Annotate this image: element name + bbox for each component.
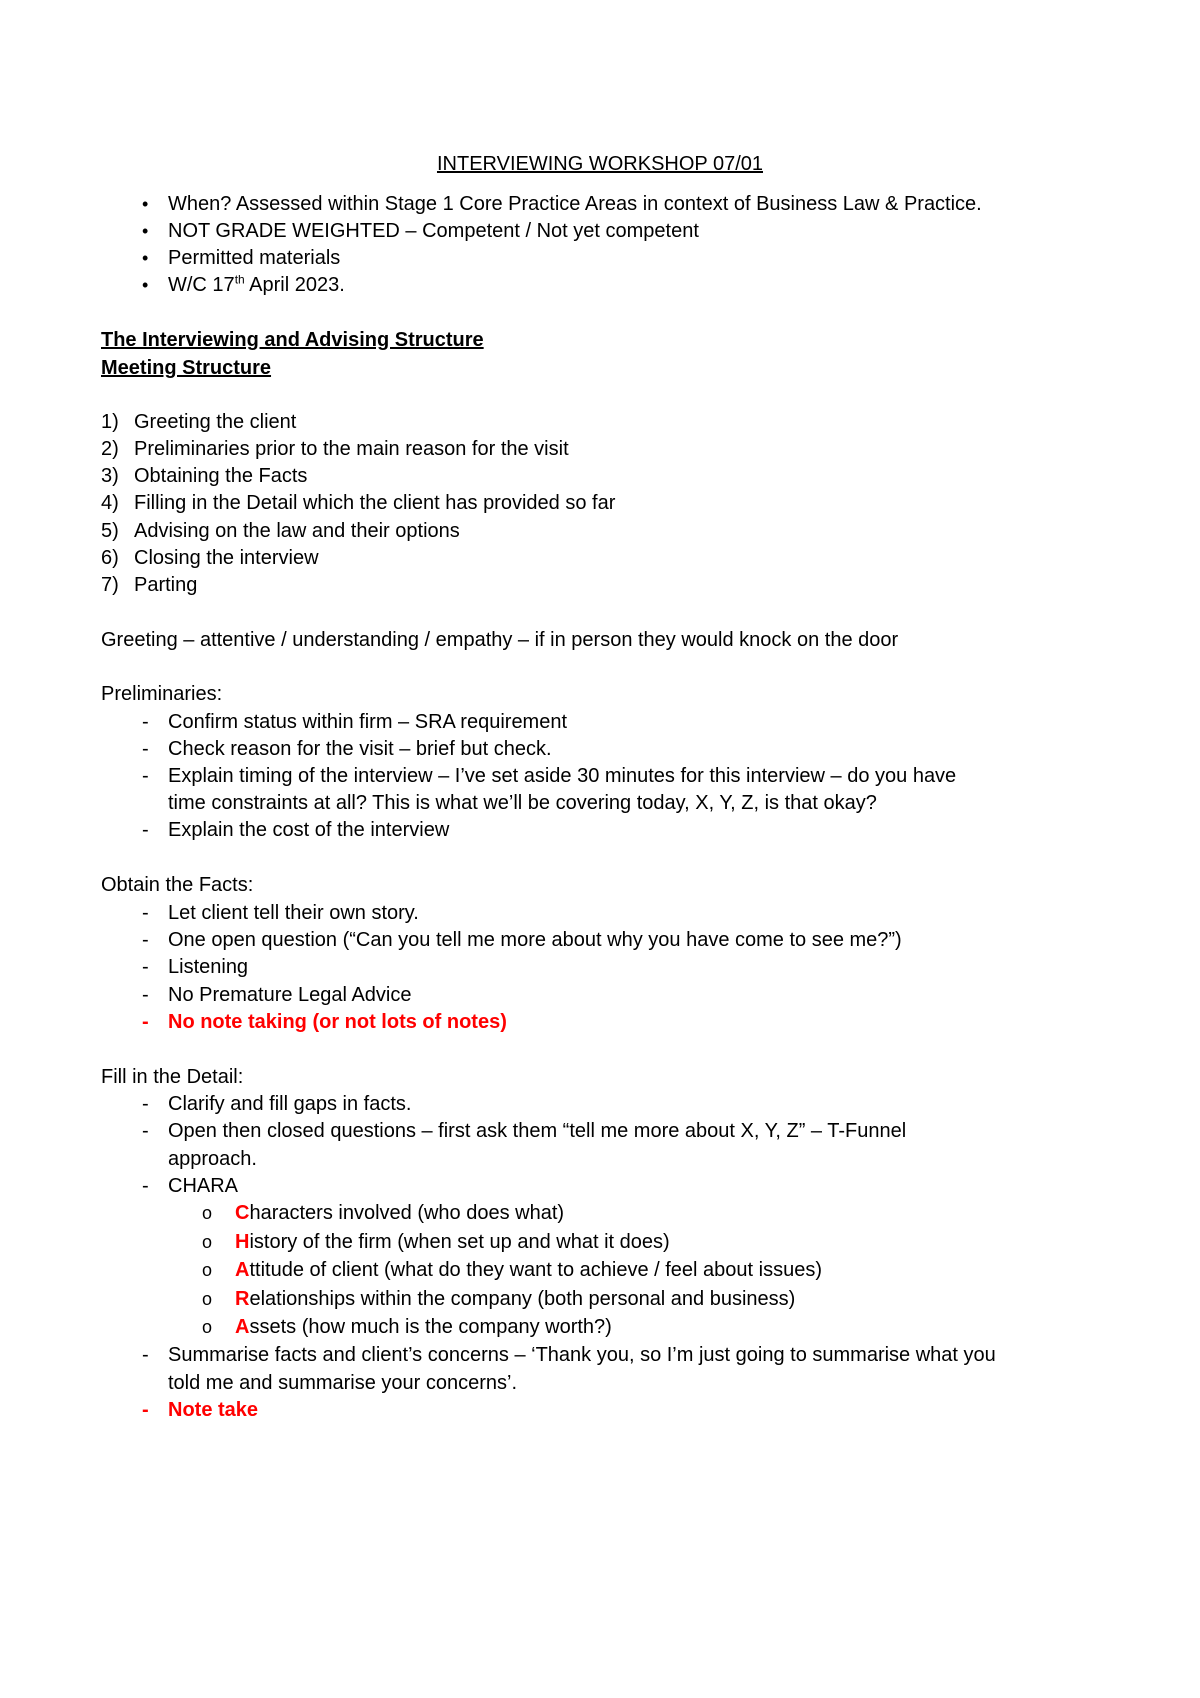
chara-letter: A <box>235 1259 250 1281</box>
detail-heading: Fill in the Detail: <box>101 1066 244 1088</box>
dash-icon: - <box>142 738 149 760</box>
facts-red-item: No note taking (or not lots of notes) <box>168 1011 507 1033</box>
chara-rest: ssets (how much is the company worth?) <box>249 1316 612 1338</box>
step-text: Parting <box>134 574 198 596</box>
dash-icon: - <box>142 1093 149 1115</box>
page-title: INTERVIEWING WORKSHOP 07/01 <box>436 153 763 175</box>
step-number: 1) <box>101 411 119 433</box>
circle-bullet-icon: o <box>202 1232 213 1252</box>
wc-sup: th <box>234 272 245 287</box>
chara-letter: R <box>235 1288 250 1310</box>
intro-bullet-2: NOT GRADE WEIGHTED – Competent / Not yet competent <box>168 220 699 242</box>
step-number: 6) <box>101 547 119 569</box>
chara-rest: ttitude of client (what do they want to achieve / feel about issues) <box>249 1259 823 1281</box>
summary-line-continued: told me and summarise your concerns’. <box>168 1372 518 1394</box>
detail-item: CHARA <box>168 1175 239 1197</box>
circle-bullet-icon: o <box>202 1260 213 1280</box>
preliminaries-item: Explain the cost of the interview <box>168 819 450 841</box>
bullet-icon: • <box>142 194 149 214</box>
step-text: Preliminaries prior to the main reason for the visit <box>134 438 569 460</box>
circle-bullet-icon: o <box>202 1317 213 1337</box>
step-text: Greeting the client <box>134 411 297 433</box>
step-number: 2) <box>101 438 119 460</box>
structure-heading: The Interviewing and Advising Structure <box>101 329 484 351</box>
dash-icon: - <box>142 1175 149 1197</box>
intro-bullet-1: When? Assessed within Stage 1 Core Practice Areas in context of Business Law & Practice. <box>168 193 982 215</box>
step-number: 4) <box>101 492 119 514</box>
chara-rest: elationships within the company (both personal and business) <box>249 1288 796 1310</box>
preliminaries-item: Confirm status within firm – SRA requirement <box>168 711 568 733</box>
wc-suffix: April 2023. <box>244 274 345 296</box>
dash-icon: - <box>142 819 149 841</box>
chara-letter: H <box>235 1231 250 1253</box>
preliminaries-item-continued: time constraints at all? This is what we’ll be covering today, X, Y, Z, is that okay? <box>168 792 877 814</box>
dash-icon: - <box>142 902 149 924</box>
dash-icon: - <box>142 1344 149 1366</box>
chara-rest: haracters involved (who does what) <box>249 1202 565 1224</box>
step-number: 5) <box>101 520 119 542</box>
chara-item <box>235 1256 822 1284</box>
step-number: 3) <box>101 465 119 487</box>
dash-icon: - <box>142 1120 149 1142</box>
dash-icon: - <box>142 765 149 787</box>
facts-heading: Obtain the Facts: <box>101 874 254 896</box>
dash-icon: - <box>142 711 149 733</box>
meeting-heading: Meeting Structure <box>101 357 272 379</box>
intro-bullet-3: Permitted materials <box>168 247 341 269</box>
preliminaries-item: Explain timing of the interview – I’ve set aside 30 minutes for this interview – do you have <box>168 765 957 787</box>
intro-bullet-4 <box>168 271 345 299</box>
dash-icon: - <box>142 1011 149 1033</box>
greeting-line: Greeting – attentive / understanding / empathy – if in person they would knock on the door <box>101 629 899 651</box>
dash-icon: - <box>142 984 149 1006</box>
step-text: Advising on the law and their options <box>134 520 460 542</box>
chara-item <box>235 1228 670 1256</box>
detail-item: Open then closed questions – first ask them “tell me more about X, Y, Z” – T-Funnel <box>168 1120 907 1142</box>
chara-item <box>235 1285 795 1313</box>
chara-letter: A <box>235 1316 250 1338</box>
preliminaries-heading: Preliminaries: <box>101 683 223 705</box>
step-text: Filling in the Detail which the client has provided so far <box>134 492 616 514</box>
facts-item: Listening <box>168 956 249 978</box>
dash-icon: - <box>142 929 149 951</box>
detail-red-item: Note take <box>168 1399 259 1421</box>
facts-item: No Premature Legal Advice <box>168 984 412 1006</box>
chara-item <box>235 1313 612 1341</box>
bullet-icon: • <box>142 275 149 295</box>
dash-icon: - <box>142 1399 149 1421</box>
dash-icon: - <box>142 956 149 978</box>
chara-letter: C <box>235 1202 250 1224</box>
bullet-icon: • <box>142 248 149 268</box>
facts-item: Let client tell their own story. <box>168 902 419 924</box>
chara-rest: istory of the firm (when set up and what it does) <box>249 1231 670 1253</box>
facts-item: One open question (“Can you tell me more about why you have come to see me?”) <box>168 929 902 951</box>
detail-item-continued: approach. <box>168 1148 257 1170</box>
circle-bullet-icon: o <box>202 1203 213 1223</box>
preliminaries-item: Check reason for the visit – brief but check. <box>168 738 552 760</box>
detail-item: Clarify and fill gaps in facts. <box>168 1093 412 1115</box>
summary-line: Summarise facts and client’s concerns – ‘Thank you, so I’m just going to summarise what you <box>168 1344 996 1366</box>
circle-bullet-icon: o <box>202 1289 213 1309</box>
chara-item <box>235 1199 564 1227</box>
step-text: Closing the interview <box>134 547 319 569</box>
bullet-icon: • <box>142 221 149 241</box>
wc-prefix: W/C 17 <box>168 274 235 296</box>
step-text: Obtaining the Facts <box>134 465 308 487</box>
step-number: 7) <box>101 574 119 596</box>
